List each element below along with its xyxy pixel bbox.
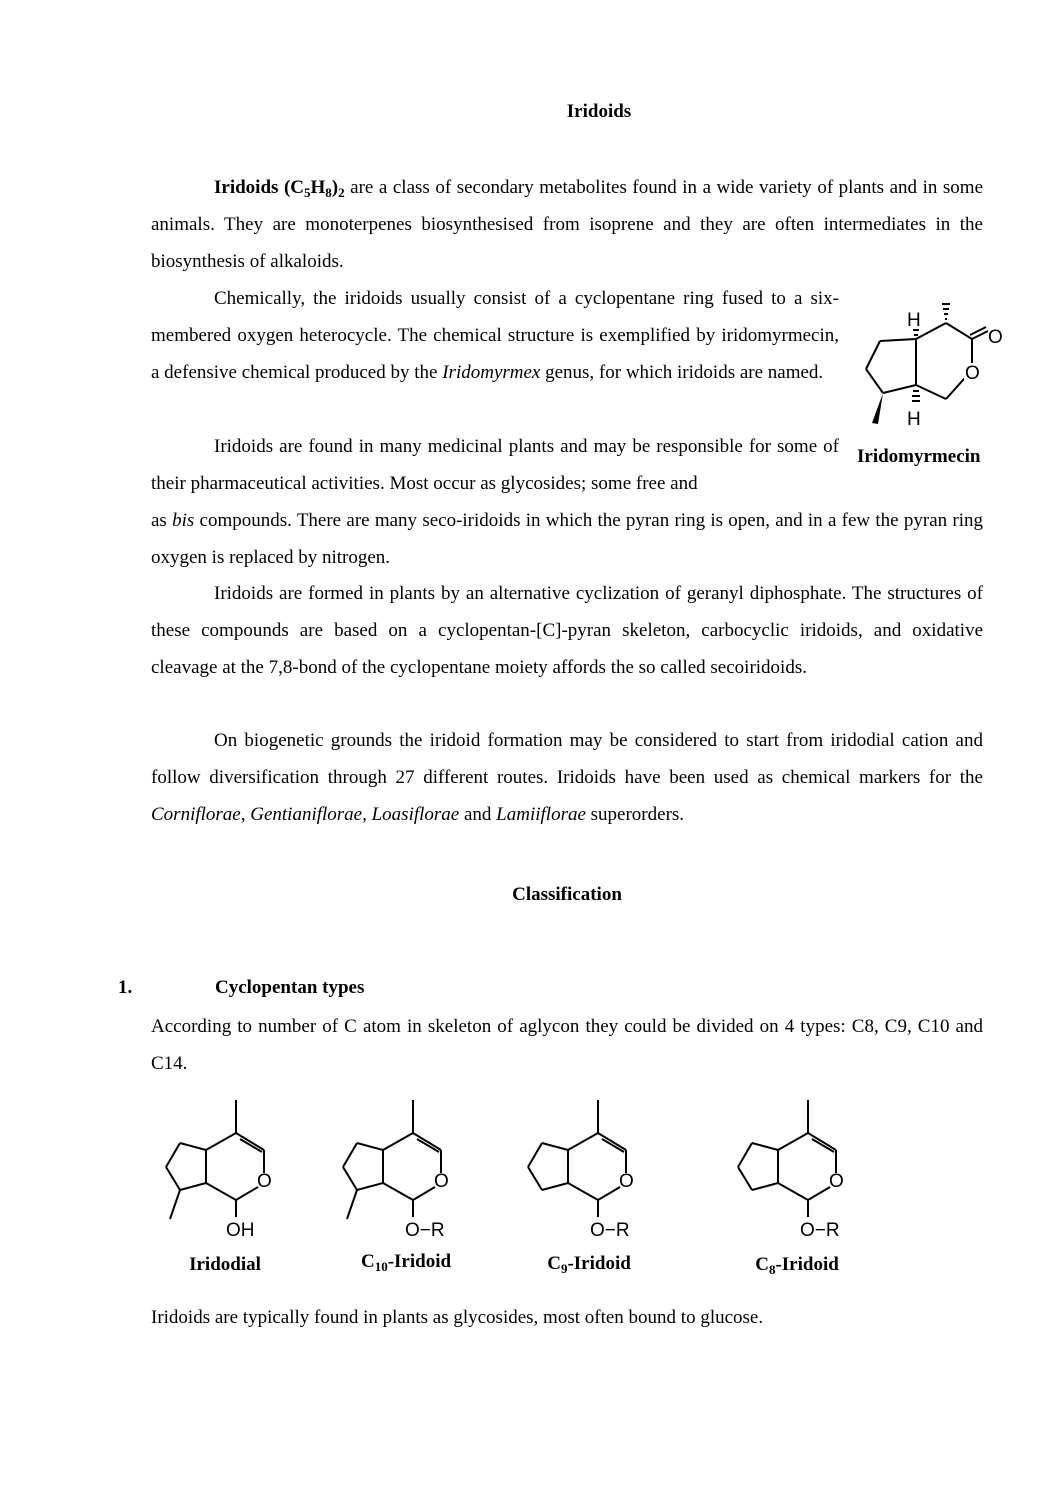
- label-c9-iridoid: $C_9$-Iridoid: [547, 1253, 631, 1276]
- classification-heading: Classification: [512, 884, 622, 905]
- atom-o-carbonyl: O: [988, 327, 1003, 348]
- ring-o-4: O: [829, 1171, 844, 1192]
- page-title: Iridoids: [566, 101, 632, 122]
- iridoid-structures: [150, 1095, 870, 1245]
- substituent-2: O−R: [405, 1220, 445, 1241]
- c8-iridoid-structure: [738, 1100, 844, 1241]
- iridoids-term: Iridoids $(C_5H_8)_2$: [214, 177, 345, 200]
- label-iridodial: Iridodial: [189, 1254, 261, 1275]
- atom-h-top: H: [907, 310, 921, 331]
- atom-h-bottom: H: [907, 409, 921, 430]
- closing-sentence: Iridoids are typically found in plants as glycosides, most often bound to glucose.: [151, 1307, 764, 1328]
- iridomyrmecin-structure: [850, 295, 1010, 440]
- substituent-4: O−R: [800, 1220, 840, 1241]
- label-c8-iridoid: $C_8$-Iridoid: [755, 1254, 839, 1277]
- iridodial-structure: [166, 1100, 272, 1241]
- intro-paragraph: Iridoids $(C_5H_8)_2$ are a class of secondary metabolites found in a wide variety of plants and in some animals. They are monoterpenes biosynthesised from isoprene and they are often intermediates in the biosynthesis of alkaloids.: [151, 177, 984, 272]
- c10-iridoid-structure: [343, 1100, 449, 1241]
- substituent-3: O−R: [590, 1220, 630, 1241]
- substituent-1: OH: [226, 1220, 255, 1241]
- section-text: According to number of C atom in skeleton of aglycon they could be divided on 4 types: C8, C9, C10 and C14.: [151, 1016, 983, 1074]
- cyclization-paragraph: Iridoids are formed in plants by an alternative cyclization of geranyl diphosphate. The structures of these compounds are based on a cyclopentan-[C]-pyran skeleton, carbocyclic iridoids, and oxidative cleavage at the 7,8-bond of the cyclopentane moiety affords the so called secoiridoids.: [151, 583, 983, 678]
- section-number: 1.: [118, 977, 133, 998]
- ring-o-2: O: [434, 1171, 449, 1192]
- chemistry-paragraph: Chemically, the iridoids usually consist of a cyclopentane ring fused to a six-membered oxygen heterocycle. The chemical structure is exemplified by iridomyrmecin, a defensive chemical produced by the Iridomyrmex genus, for which iridoids are named.: [151, 288, 839, 383]
- iridomyrmecin-label: Iridomyrmecin: [857, 446, 981, 467]
- c9-iridoid-structure: [528, 1100, 634, 1241]
- biogenetic-paragraph: On biogenetic grounds the iridoid formation may be considered to start from iridodial cation and follow diversification through 27 different routes. Iridoids have been used as chemical markers for the Corniflorae, Gentianiflorae, Loasiflorae and Lamiiflorae superorders.: [151, 730, 983, 825]
- medicinal-paragraph-start: Iridoids are found in many medicinal plants and may be responsible for some of their pharmaceutical activities. Most occur as glycosides; some free and: [151, 436, 839, 494]
- atom-o-ring: O: [965, 363, 980, 384]
- ring-o-1: O: [257, 1171, 272, 1192]
- label-c10-iridoid: $C_{10}$-Iridoid: [360, 1251, 452, 1274]
- section-heading: Cyclopentan types: [215, 977, 365, 998]
- medicinal-paragraph-end: as bis compounds. There are many seco-iridoids in which the pyran ring is open, and in a few the pyran ring oxygen is replaced by nitrogen.: [151, 510, 983, 568]
- ring-o-3: O: [619, 1171, 634, 1192]
